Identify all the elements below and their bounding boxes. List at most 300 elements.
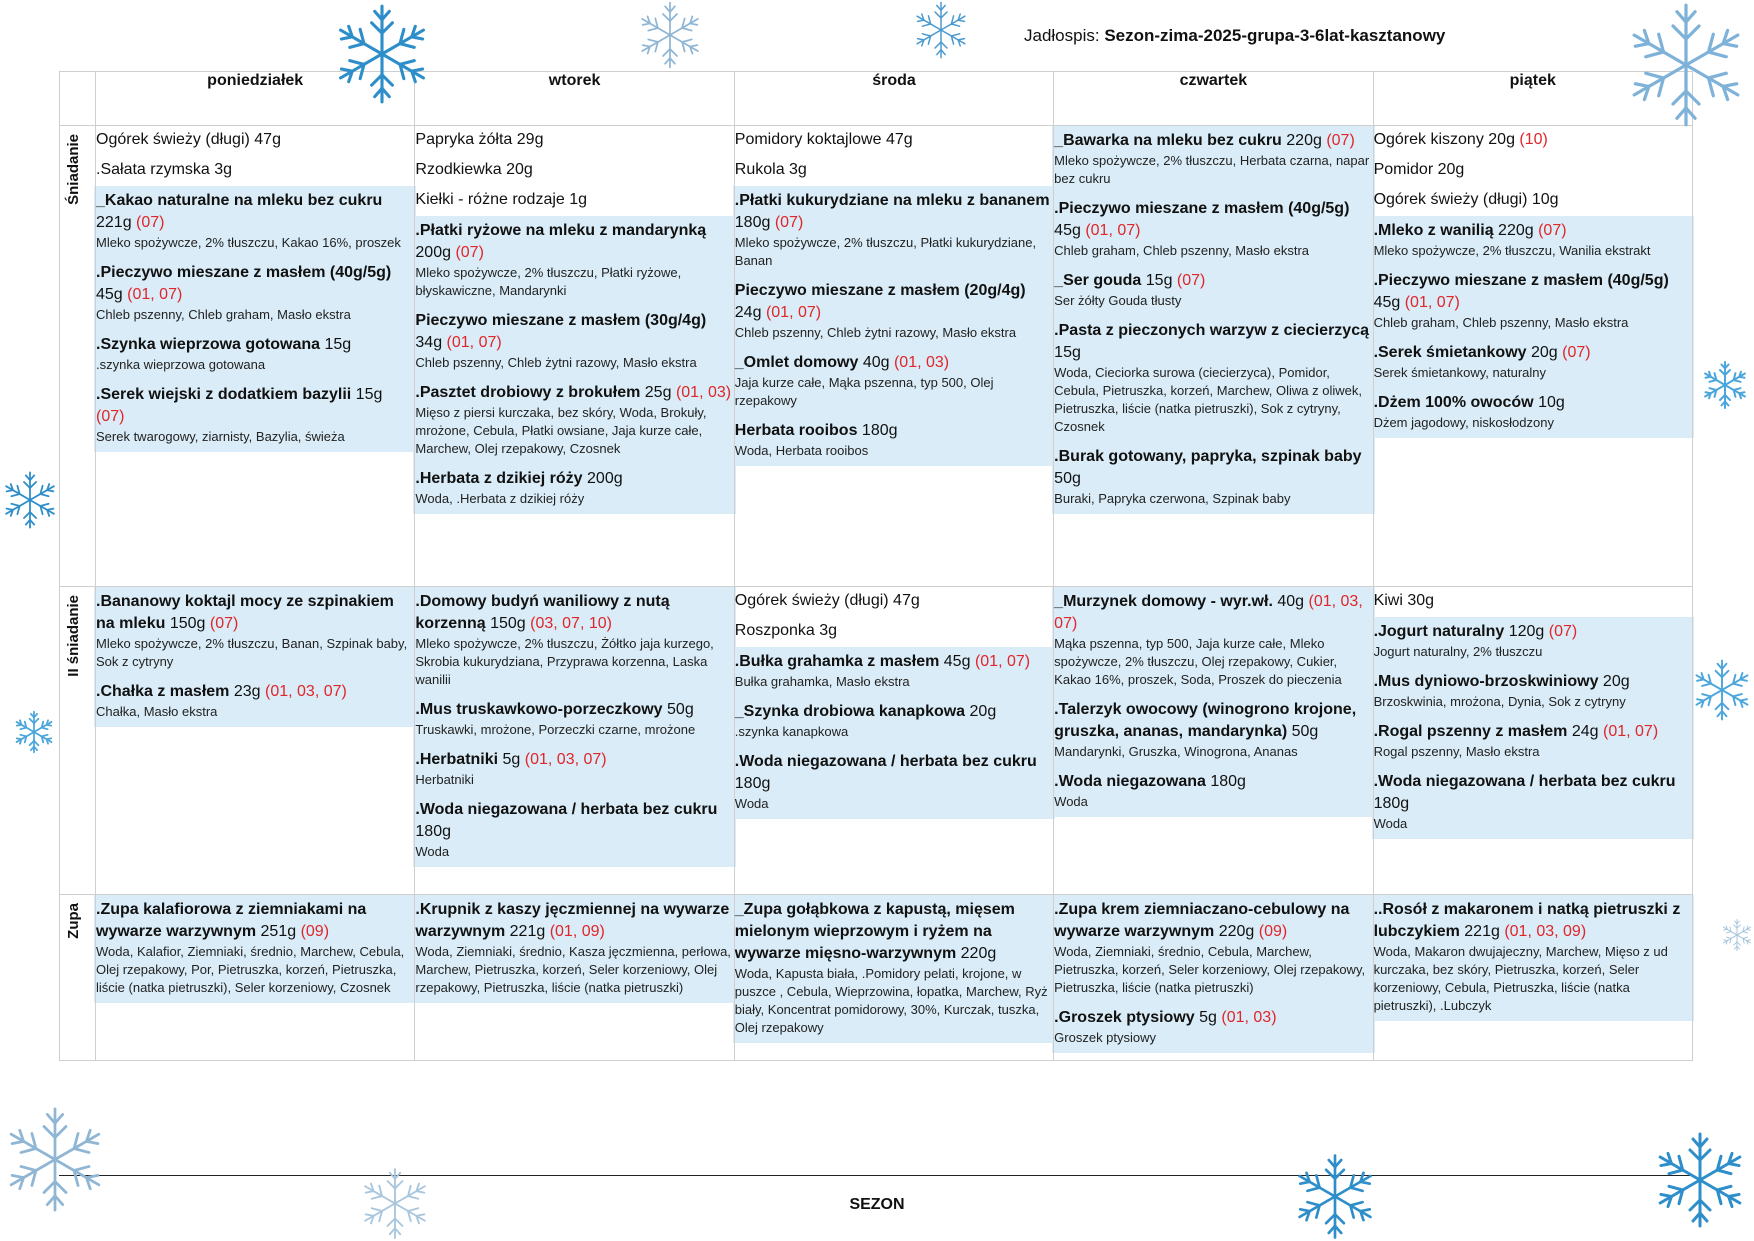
- allergen-codes: (03, 07, 10): [530, 615, 612, 633]
- dish-name: .Zupa kalafiorowa z ziemniakami na wywarze warzywnym: [96, 900, 367, 940]
- menu-cell: [1054, 587, 1373, 894]
- dish-ingredients: Woda: [1054, 794, 1088, 810]
- dish-name: .Rogal pszenny z masłem: [1373, 723, 1568, 741]
- dish-amount: 5g: [502, 751, 521, 769]
- dish-ingredients: Chleb pszenny, Chleb graham, Masło ekstra: [96, 307, 351, 322]
- menu-item-text: Rukola 3g: [734, 161, 807, 178]
- menu-dish: [1372, 895, 1694, 1021]
- dish-ingredients: Mięso z piersi kurczaka, bez skóry, Woda, Brokuły, mrożone, Cebula, Płatki owsiane, Jaja kurze całe, Marchew, Olej rzepakowy, Czosnek: [415, 405, 707, 456]
- dish-ingredients: Woda, Cieciorka surowa (ciecierzyca), Pomidor, Cebula, Pietruszka, korzeń, Marchew, Oliwa z oliwek, Pietruszka, liście (natka pietruszki), Sok z cytryny, Czosnek: [1054, 365, 1362, 434]
- dish-amount: 180g: [734, 775, 771, 793]
- menu-item-text: Pomidor 20g: [1373, 161, 1465, 178]
- dish-amount: 50g: [1291, 723, 1319, 741]
- dish-ingredients: Mandarynki, Gruszka, Winogrona, Ananas: [1054, 744, 1298, 760]
- menu-table: [59, 71, 1693, 1061]
- footer-divider: [59, 1175, 1693, 1176]
- dish-name: .Zupa krem ziemniaczano-cebulowy na wywarze warzywnym: [1054, 900, 1350, 940]
- dish-title: [1054, 198, 1372, 242]
- menu-item-plain: [1374, 156, 1692, 186]
- dish-title: [1374, 771, 1692, 815]
- dish-ingredients: Ser żółty Gouda tłusty: [1054, 293, 1182, 308]
- dish-amount: 45g: [96, 286, 123, 303]
- dish-title: [735, 651, 1053, 673]
- menu-dish: [94, 677, 416, 727]
- snowflake-icon: [0, 440, 60, 560]
- menu-item-text: Kiełki - różne rodzaje 1g: [415, 191, 588, 208]
- allergen-codes: (01, 07): [127, 286, 183, 303]
- menu-dish: [733, 348, 1055, 416]
- dish-title: [735, 190, 1053, 234]
- menu-item-plain: [1374, 587, 1692, 617]
- menu-dish: [1372, 338, 1694, 388]
- menu-cell: [96, 126, 415, 587]
- dish-name: .Pieczywo mieszane z masłem (40g/5g): [96, 264, 392, 281]
- dish-amount: 40g: [1277, 593, 1305, 611]
- menu-dish: [1052, 126, 1374, 194]
- menu-dish: [94, 186, 416, 258]
- allergen-codes: (07): [455, 244, 484, 261]
- dish-title: [1054, 130, 1372, 152]
- menu-item-plain: [735, 126, 1053, 156]
- dish-title: [1054, 899, 1372, 943]
- dish-title: [415, 468, 733, 490]
- dish-name: Pieczywo mieszane z masłem (20g/4g): [734, 282, 1026, 299]
- dish-name: _Szynka drobiowa kanapkowa: [734, 703, 966, 721]
- menu-cell: [415, 894, 734, 1060]
- dish-name: .Bułka grahamka z masłem: [734, 653, 940, 671]
- menu-item-text: Roszponka 3g: [734, 622, 838, 640]
- dish-name: .Szynka wieprzowa gotowana: [96, 336, 321, 353]
- menu-dish: [1052, 442, 1374, 514]
- menu-dish: [1052, 316, 1374, 442]
- dish-name: _Murzynek domowy - wyr.wł.: [1054, 593, 1273, 611]
- menu-item-text: Ogórek kiszony 20g: [1373, 131, 1515, 148]
- dish-title: [415, 591, 733, 635]
- dish-title: [1054, 320, 1372, 364]
- menu-title: [1024, 26, 1445, 46]
- dish-amount: 180g: [1210, 773, 1246, 791]
- dish-ingredients: Dżem jagodowy, niskosłodzony: [1373, 415, 1554, 430]
- dish-name: _Kakao naturalne na mleku bez cukru: [96, 192, 383, 209]
- dish-amount: 180g: [734, 214, 771, 231]
- menu-dish: [733, 276, 1055, 348]
- dish-ingredients: Jogurt naturalny, 2% tłuszczu: [1373, 644, 1543, 660]
- dish-amount: 220g: [1498, 222, 1534, 239]
- allergen-codes: (07): [1538, 222, 1567, 239]
- dish-title: [1054, 446, 1372, 490]
- menu-item-plain: [96, 156, 414, 186]
- dish-title: [1374, 621, 1692, 643]
- menu-dish: [1372, 266, 1694, 338]
- menu-dish: [94, 258, 416, 330]
- dish-name: .Pieczywo mieszane z masłem (40g/5g): [1054, 200, 1350, 217]
- menu-item-plain: [1374, 186, 1692, 216]
- menu-dish: [413, 306, 735, 378]
- dish-ingredients: .szynka wieprzowa gotowana: [96, 357, 266, 372]
- dish-amount: 220g: [1218, 922, 1255, 940]
- allergen-codes: (07): [1176, 272, 1206, 289]
- allergen-codes: (01, 07): [446, 334, 502, 351]
- dish-name: .Herbata z dzikiej róży: [415, 470, 583, 487]
- allergen-codes: (09): [1258, 922, 1288, 940]
- menu-dish: [1052, 194, 1374, 266]
- dish-title: [96, 681, 414, 703]
- dish-ingredients: Mleko spożywcze, 2% tłuszczu, Kakao 16%, proszek: [96, 235, 401, 250]
- menu-item-text: Ogórek świeży (długi) 47g: [734, 592, 920, 610]
- menu-dish: [1052, 695, 1374, 767]
- menu-dish: [1052, 1003, 1374, 1053]
- dish-amount: 24g: [1571, 723, 1599, 741]
- menu-dish: [413, 464, 735, 514]
- menu-dish: [1052, 767, 1374, 817]
- dish-amount: 220g: [960, 944, 997, 962]
- dish-ingredients: Woda: [415, 844, 450, 860]
- allergen-codes: (07): [1326, 132, 1355, 149]
- dish-name: .Talerzyk owocowy (winogrono krojone, gruszka, ananas, mandarynka): [1054, 701, 1357, 741]
- menu-cell: [96, 894, 415, 1060]
- allergen-codes: (01, 09): [549, 922, 605, 940]
- meal-row: [60, 126, 1693, 587]
- dish-title: [1054, 771, 1372, 793]
- dish-ingredients: Mleko spożywcze, 2% tłuszczu, Płatki kukurydziane, Banan: [734, 235, 1037, 268]
- meal-label: Śniadanie: [65, 134, 82, 205]
- menu-dish: [413, 895, 735, 1003]
- snowflake-icon: [1720, 880, 1754, 990]
- menu-cell: [1054, 894, 1373, 1060]
- dish-ingredients: Mleko spożywcze, 2% tłuszczu, Banan, Szpinak baby, Sok z cytryny: [96, 636, 408, 670]
- allergen-codes: (09): [300, 922, 330, 940]
- dish-ingredients: Chleb graham, Chleb pszenny, Masło ekstra: [1373, 315, 1629, 330]
- menu-dish: [413, 795, 735, 867]
- dish-name: .Woda niegazowana / herbata bez cukru: [415, 801, 718, 819]
- menu-dish: [1372, 667, 1694, 717]
- menu-item-text: Pomidory koktajlowe 47g: [734, 131, 913, 148]
- meal-label: Zupa: [65, 902, 82, 939]
- dish-name: _Ser gouda: [1054, 272, 1142, 289]
- menu-item-plain: [1374, 126, 1692, 156]
- menu-dish: [413, 378, 735, 464]
- menu-cell: [1373, 587, 1692, 894]
- dish-ingredients: Woda, .Herbata z dzikiej róży: [415, 491, 585, 506]
- dish-title: [1054, 1007, 1372, 1029]
- dish-amount: 20g: [969, 703, 997, 721]
- dish-ingredients: Mleko spożywcze, 2% tłuszczu, Herbata czarna, napar bez cukru: [1054, 153, 1370, 186]
- menu-item-plain: [96, 126, 414, 156]
- allergen-codes: (07): [1548, 623, 1578, 641]
- dish-ingredients: Rogal pszenny, Masło ekstra: [1373, 744, 1540, 760]
- dish-amount: 221g: [1464, 922, 1500, 940]
- dish-amount: 120g: [1508, 623, 1545, 641]
- dish-name: .Pasztet drobiowy z brokułem: [415, 384, 641, 401]
- dish-amount: 15g: [1145, 272, 1173, 289]
- menu-dish: [733, 747, 1055, 819]
- allergen-codes: (01, 07): [1085, 222, 1141, 239]
- dish-title: [735, 280, 1053, 324]
- dish-amount: 251g: [260, 922, 297, 940]
- dish-amount: 23g: [233, 683, 261, 701]
- dish-name: .Groszek ptysiowy: [1054, 1008, 1195, 1026]
- meal-row: [60, 587, 1693, 894]
- dish-amount: 150g: [490, 615, 526, 633]
- dish-amount: 20g: [1602, 673, 1630, 691]
- snowflake-icon: [630, 0, 710, 70]
- menu-item-plain: [415, 156, 733, 186]
- dish-name: Pieczywo mieszane z masłem (30g/4g): [415, 312, 707, 329]
- dish-amount: 180g: [415, 823, 451, 841]
- dish-amount: 221g: [509, 922, 546, 940]
- meal-label-cell: [60, 894, 96, 1060]
- allergen-codes: (07): [1562, 344, 1591, 361]
- allergen-codes: (07): [774, 214, 804, 231]
- snowflake-icon: [1290, 1152, 1380, 1241]
- dish-ingredients: Woda, Herbata rooibos: [734, 443, 869, 458]
- dish-ingredients: Mąka pszenna, typ 500, Jaja kurze całe, Mleko spożywcze, 2% tłuszczu, Olej rzepakowy, Cukier, Kakao 16%, proszek, Soda, Proszek do pieczenia: [1054, 636, 1342, 688]
- dish-title: [1374, 721, 1692, 743]
- day-header-row: [60, 72, 1693, 126]
- dish-ingredients: Mleko spożywcze, 2% tłuszczu, Płatki ryżowe, błyskawiczne, Mandarynki: [415, 265, 682, 298]
- dish-title: [96, 190, 414, 234]
- meal-row: [60, 894, 1693, 1060]
- allergen-codes: (01, 07): [1404, 294, 1460, 311]
- dish-ingredients: Chałka, Masło ekstra: [96, 704, 218, 720]
- dish-title: [96, 262, 414, 306]
- dish-ingredients: Serek twarogowy, ziarnisty, Bazylia, świeża: [96, 429, 345, 444]
- snowflake-icon: [1650, 1130, 1750, 1230]
- dish-title: [96, 899, 414, 943]
- dish-amount: 34g: [415, 334, 443, 351]
- menu-dish: [413, 587, 735, 695]
- snowflake-icon: [898, 0, 984, 60]
- dish-amount: 45g: [1054, 222, 1081, 239]
- allergen-codes: (01, 07): [1603, 723, 1659, 741]
- menu-dish: [94, 895, 416, 1003]
- allergen-codes: (01, 07): [974, 653, 1031, 671]
- footer-label: SEZON: [849, 1196, 905, 1213]
- dish-title: [415, 310, 733, 354]
- dish-ingredients: Woda, Kalafior, Ziemniaki, średnio, Marchew, Cebula, Olej rzepakowy, Por, Pietruszka, korzeń, Pietruszka, liście (natka pietruszki), Seler korzeniowy, Czosnek: [96, 943, 405, 995]
- dish-name: _Bawarka na mleku bez cukru: [1054, 132, 1282, 149]
- dish-amount: 200g: [415, 244, 451, 261]
- dish-ingredients: Brzoskwinia, mrożona, Dynia, Sok z cytryny: [1373, 694, 1626, 710]
- dish-amount: 150g: [169, 615, 206, 633]
- dish-ingredients: Truskawki, mrożone, Porzeczki czarne, mrożone: [415, 722, 696, 738]
- dish-name: .Jogurt naturalny: [1373, 623, 1505, 641]
- dish-name: .Krupnik z kaszy jęczmiennej na wywarze warzywnym: [415, 900, 730, 940]
- dish-name: .Płatki ryżowe na mleku z mandarynką: [415, 222, 707, 239]
- dish-title: [735, 352, 1053, 374]
- dish-name: .Pasta z pieczonych warzyw z ciecierzycą: [1054, 322, 1369, 339]
- allergen-codes: (01, 03): [675, 384, 732, 401]
- allergen-codes: (01, 03): [1221, 1008, 1277, 1026]
- dish-amount: 15g: [324, 336, 352, 353]
- menu-cell: [734, 587, 1053, 894]
- menu-item-plain: [735, 617, 1053, 647]
- menu-dish: [733, 186, 1055, 276]
- day-header-monday: poniedziałek: [96, 72, 415, 126]
- menu-dish: [413, 745, 735, 795]
- menu-item-text: Kiwi 30g: [1373, 592, 1435, 610]
- dish-ingredients: Serek śmietankowy, naturalny: [1373, 365, 1547, 380]
- menu-dish: [733, 647, 1055, 697]
- dish-name: Herbata rooibos: [734, 422, 858, 439]
- dish-amount: 221g: [96, 214, 132, 231]
- dish-name: .Serek śmietankowy: [1373, 344, 1527, 361]
- dish-name: .Mus dyniowo-brzoskwiniowy: [1373, 673, 1599, 691]
- dish-title: [415, 382, 733, 404]
- dish-ingredients: Woda, Ziemniaki, średnio, Kasza jęczmienna, perłowa, Marchew, Pietruszka, korzeń, Seler korzeniowy, Olej rzepakowy, Pietruszka, liście (natka pietruszki): [415, 943, 731, 995]
- dish-ingredients: Chleb graham, Chleb pszenny, Masło ekstra: [1054, 243, 1309, 258]
- allergen-codes: (10): [1519, 131, 1548, 148]
- dish-amount: 10g: [1538, 394, 1565, 411]
- dish-ingredients: Woda, Kapusta biała, .Pomidory pelati, krojone, w puszce , Cebula, Wieprzowina, łopatka, Marchew, Ryż biały, Koncentrat pomidorowy, 30%, Kurczak, tuszka, Olej rzepakowy: [734, 965, 1048, 1035]
- dish-title: [1374, 270, 1692, 314]
- meal-label-cell: [60, 126, 96, 587]
- dish-ingredients: Jaja kurze całe, Mąka pszenna, typ 500, Olej rzepakowy: [734, 375, 994, 408]
- allergen-codes: (01, 03): [893, 354, 950, 371]
- menu-cell: [1373, 894, 1692, 1060]
- dish-ingredients: Woda, Makaron dwujajeczny, Marchew, Mięso z ud kurczaka, bez skóry, Pietruszka, korzeń, Seler korzeniowy, Cebula, Pietruszka, liście (natka pietruszki), .Lubczyk: [1373, 943, 1668, 1013]
- dish-title: [415, 699, 733, 721]
- dish-ingredients: Groszek ptysiowy: [1054, 1029, 1157, 1045]
- dish-name: ..Rosół z makaronem i natką pietruszki z lubczykiem: [1373, 900, 1681, 940]
- dish-ingredients: Mleko spożywcze, 2% tłuszczu, Żółtko jaja kurzego, Skrobia kukurydziana, Przyprawa korzenna, Laska wanilii: [415, 636, 714, 688]
- menu-dish: [94, 330, 416, 380]
- menu-item-text: Papryka żółta 29g: [415, 131, 544, 148]
- menu-dish: [94, 380, 416, 452]
- dish-amount: 180g: [1373, 795, 1410, 813]
- menu-dish: [733, 416, 1055, 466]
- snowflake-icon: [1690, 640, 1754, 740]
- dish-amount: 15g: [1054, 344, 1081, 361]
- dish-title: [415, 799, 733, 843]
- menu-cell: [1054, 126, 1373, 587]
- menu-title-name: Sezon-zima-2025-grupa-3-6lat-kasztanowy: [1104, 26, 1446, 45]
- dish-title: [1054, 699, 1372, 743]
- menu-cell: [734, 894, 1053, 1060]
- dish-title: [1054, 270, 1372, 292]
- menu-item-plain: [415, 186, 733, 216]
- dish-name: .Mleko z wanilią: [1373, 222, 1494, 239]
- allergen-codes: (01, 03, 09): [1504, 922, 1587, 940]
- dish-title: [1054, 591, 1372, 635]
- dish-name: .Mus truskawkowo-porzeczkowy: [415, 701, 663, 719]
- allergen-codes: (07): [209, 615, 239, 633]
- dish-name: .Dżem 100% owoców: [1373, 394, 1534, 411]
- allergen-codes: (07): [96, 408, 125, 425]
- dish-amount: 45g: [1373, 294, 1401, 311]
- day-header-tuesday: wtorek: [415, 72, 734, 126]
- dish-title: [96, 384, 414, 428]
- dish-amount: 50g: [1054, 470, 1081, 487]
- meal-label-cell: [60, 587, 96, 894]
- allergen-codes: (01, 07): [765, 304, 822, 321]
- menu-dish: [733, 895, 1055, 1043]
- day-header-wednesday: środa: [734, 72, 1053, 126]
- snowflake-icon: [1700, 360, 1750, 410]
- menu-dish: [413, 216, 735, 306]
- dish-amount: 15g: [355, 386, 383, 403]
- dish-ingredients: Chleb pszenny, Chleb żytni razowy, Masło ekstra: [734, 325, 1017, 340]
- dish-name: .Herbatniki: [415, 751, 499, 769]
- snowflake-icon: [0, 1078, 110, 1241]
- dish-title: [415, 220, 733, 264]
- menu-cell: [734, 126, 1053, 587]
- dish-name: .Serek wiejski z dodatkiem bazylii: [96, 386, 352, 403]
- dish-amount: 25g: [644, 384, 672, 401]
- dish-amount: 200g: [587, 470, 623, 487]
- dish-name: .Woda niegazowana / herbata bez cukru: [734, 753, 1037, 771]
- dish-title: [1374, 342, 1692, 364]
- menu-title-prefix: Jadłospis:: [1024, 26, 1105, 45]
- dish-title: [735, 701, 1053, 723]
- dish-amount: 220g: [1286, 132, 1322, 149]
- dish-name: _Omlet domowy: [734, 354, 859, 371]
- dish-title: [415, 899, 733, 943]
- dish-amount: 5g: [1199, 1008, 1217, 1026]
- dish-amount: 40g: [862, 354, 890, 371]
- dish-amount: 20g: [1530, 344, 1558, 361]
- menu-dish: [1372, 388, 1694, 438]
- allergen-codes: (01, 03, 07): [1054, 593, 1363, 633]
- allergen-codes: (07): [136, 214, 165, 231]
- dish-amount: 180g: [861, 422, 898, 439]
- dish-ingredients: Buraki, Papryka czerwona, Szpinak baby: [1054, 491, 1291, 506]
- dish-title: [735, 751, 1053, 795]
- menu-item-plain: [415, 126, 733, 156]
- dish-title: [96, 591, 414, 635]
- snowflake-icon: [352, 1166, 438, 1241]
- dish-name: .Woda niegazowana: [1054, 773, 1206, 791]
- menu-dish: [1372, 216, 1694, 266]
- menu-cell: [1373, 126, 1692, 587]
- dish-name: .Bananowy koktajl mocy ze szpinakiem na mleku: [96, 593, 394, 633]
- menu-item-text: Ogórek świeży (długi) 47g: [96, 131, 281, 148]
- dish-amount: 50g: [667, 701, 694, 719]
- dish-ingredients: Herbatniki: [415, 772, 474, 788]
- menu-dish: [1372, 717, 1694, 767]
- dish-title: [735, 899, 1053, 965]
- dish-name: _Zupa gołąbkowa z kapustą, mięsem mielonym wieprzowym i ryżem na wywarze mięsno-warzywnym: [734, 900, 1015, 962]
- menu-cell: [415, 126, 734, 587]
- menu-item-text: Ogórek świeży (długi) 10g: [1373, 191, 1559, 208]
- allergen-codes: (01, 03, 07): [265, 683, 347, 701]
- dish-title: [735, 420, 1053, 442]
- dish-amount: 24g: [734, 304, 762, 321]
- allergen-codes: (01, 03, 07): [524, 751, 607, 769]
- menu-dish: [1052, 587, 1374, 695]
- dish-title: [1374, 671, 1692, 693]
- menu-dish: [1372, 767, 1694, 839]
- day-header-thursday: czwartek: [1054, 72, 1373, 126]
- menu-item-text: .Sałata rzymska 3g: [96, 161, 233, 178]
- dish-title: [1374, 220, 1692, 242]
- snowflake-icon: [330, 2, 434, 106]
- menu-cell: [96, 587, 415, 894]
- menu-item-plain: [735, 156, 1053, 186]
- dish-name: .Woda niegazowana / herbata bez cukru: [1373, 773, 1676, 791]
- dish-ingredients: Woda: [734, 796, 769, 812]
- snowflake-icon: [1618, 0, 1754, 130]
- snowflake-icon: [12, 710, 56, 754]
- meal-label: II śniadanie: [65, 595, 82, 678]
- dish-name: .Płatki kukurydziane na mleku z bananem: [734, 192, 1050, 209]
- dish-title: [1374, 392, 1692, 414]
- dish-title: [96, 334, 414, 356]
- dish-ingredients: .szynka kanapkowa: [734, 724, 849, 740]
- dish-name: .Chałka z masłem: [96, 683, 230, 701]
- dish-ingredients: Woda: [1373, 816, 1408, 832]
- dish-name: .Domowy budyń waniliowy z nutą korzenną: [415, 593, 670, 633]
